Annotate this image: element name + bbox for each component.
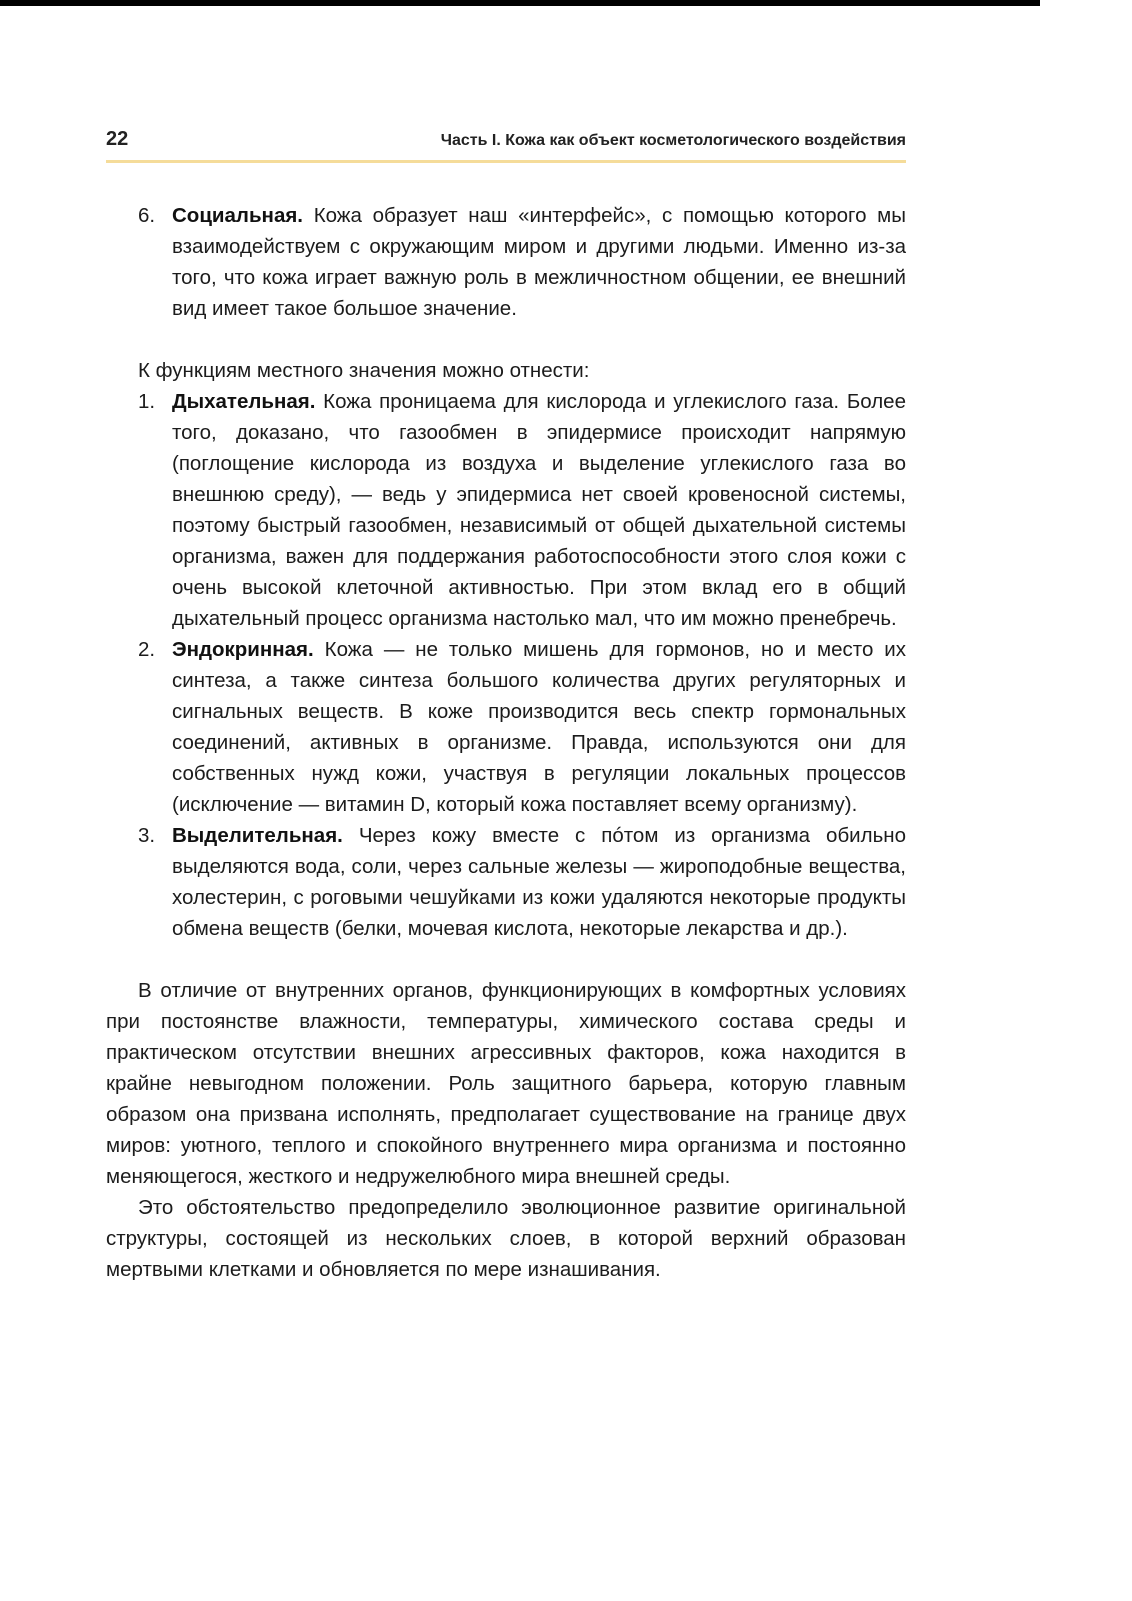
body-paragraph: В отличие от внутренних органов, функционирующих в комфортных условиях при постоянстве влажности, температуры, химического состава среды и практическом отсутствии внешних агрессивных факторов, кожа находится в крайне невыгодном положении. Роль защитного барьера, которую главным образом она призвана исполнять, предполагает существование на границе двух миров: уютного, теплого и спокойного внутреннего мира организма и постоянно меняющегося, жесткого и недружелюбного мира внешней среды.	[106, 979, 906, 1188]
header-rule	[106, 160, 906, 163]
list-item-text: Кожа — не только мишень для гормонов, но и место их синтеза, а также синтеза большого количества других регуляторных и сигнальных веществ. В коже производится весь спектр гормональных соединений, активных в организме. Правда, используются они для собственных нужд кожи, участвуя в регуляции локальных процессов (исключение — витамин D, который кожа поставляет всему организму).	[172, 638, 906, 816]
list-item-term: Эндокринная.	[172, 638, 314, 661]
list-item-number: 3.	[138, 824, 156, 847]
list-item-term: Социальная.	[172, 204, 303, 227]
list-item-number: 2.	[138, 638, 156, 661]
list-item-number: 1.	[138, 390, 156, 413]
body-paragraph: Это обстоятельство предопределило эволюционное развитие оригинальной структуры, состоящей из нескольких слоев, в которой верхний образован мертвыми клетками и обновляется по мере изнашивания.	[106, 1196, 906, 1281]
list-item	[106, 200, 906, 324]
page-number: 22	[106, 128, 129, 150]
list-item	[106, 820, 906, 944]
general-functions-list	[106, 200, 906, 324]
list-item-text: Кожа проницаема для кислорода и углекислого газа. Более того, доказано, что газообмен в эпидермисе происходит напрямую (поглощение кислорода из воздуха и выделение углекислого газа во внешнюю среду), — ведь у эпидермиса нет своей кровеносной системы, поэтому быстрый газообмен, независимый от общей дыхательной системы организма, важен для поддержания работоспособности этого слоя кожи с очень высокой клеточной активностью. При этом вклад его в общий дыхательный процесс организма настолько мал, что им можно пренебречь.	[172, 390, 906, 630]
list-item	[106, 386, 906, 634]
list-item	[106, 634, 906, 820]
list-item-term: Дыхательная.	[172, 390, 316, 413]
list-item-term: Выделительная.	[172, 824, 343, 847]
list-item-text: Кожа образует наш «интерфейс», с помощью которого мы взаимодействуем с окружающим миром и другими людьми. Именно из-за того, что кожа играет важную роль в межличностном общении, ее внешний вид имеет такое большое значение.	[172, 204, 906, 320]
page-header	[106, 128, 906, 154]
list-item-number: 6.	[138, 204, 156, 227]
running-head: Часть I. Кожа как объект косметологического воздействия	[440, 132, 906, 149]
local-functions-intro: К функциям местного значения можно отнести:	[138, 359, 590, 382]
local-functions-list	[106, 386, 906, 944]
list-item-text: Через кожу вместе с пóтом из организма обильно выделяются вода, соли, через сальные железы — жироподобные вещества, холестерин, с роговыми чешуйками из кожи удаляются некоторые продукты обмена веществ (белки, мочевая кислота, некоторые лекарства и др.).	[172, 824, 906, 940]
top-edge-bar	[0, 0, 1040, 6]
page-body	[106, 200, 906, 1285]
